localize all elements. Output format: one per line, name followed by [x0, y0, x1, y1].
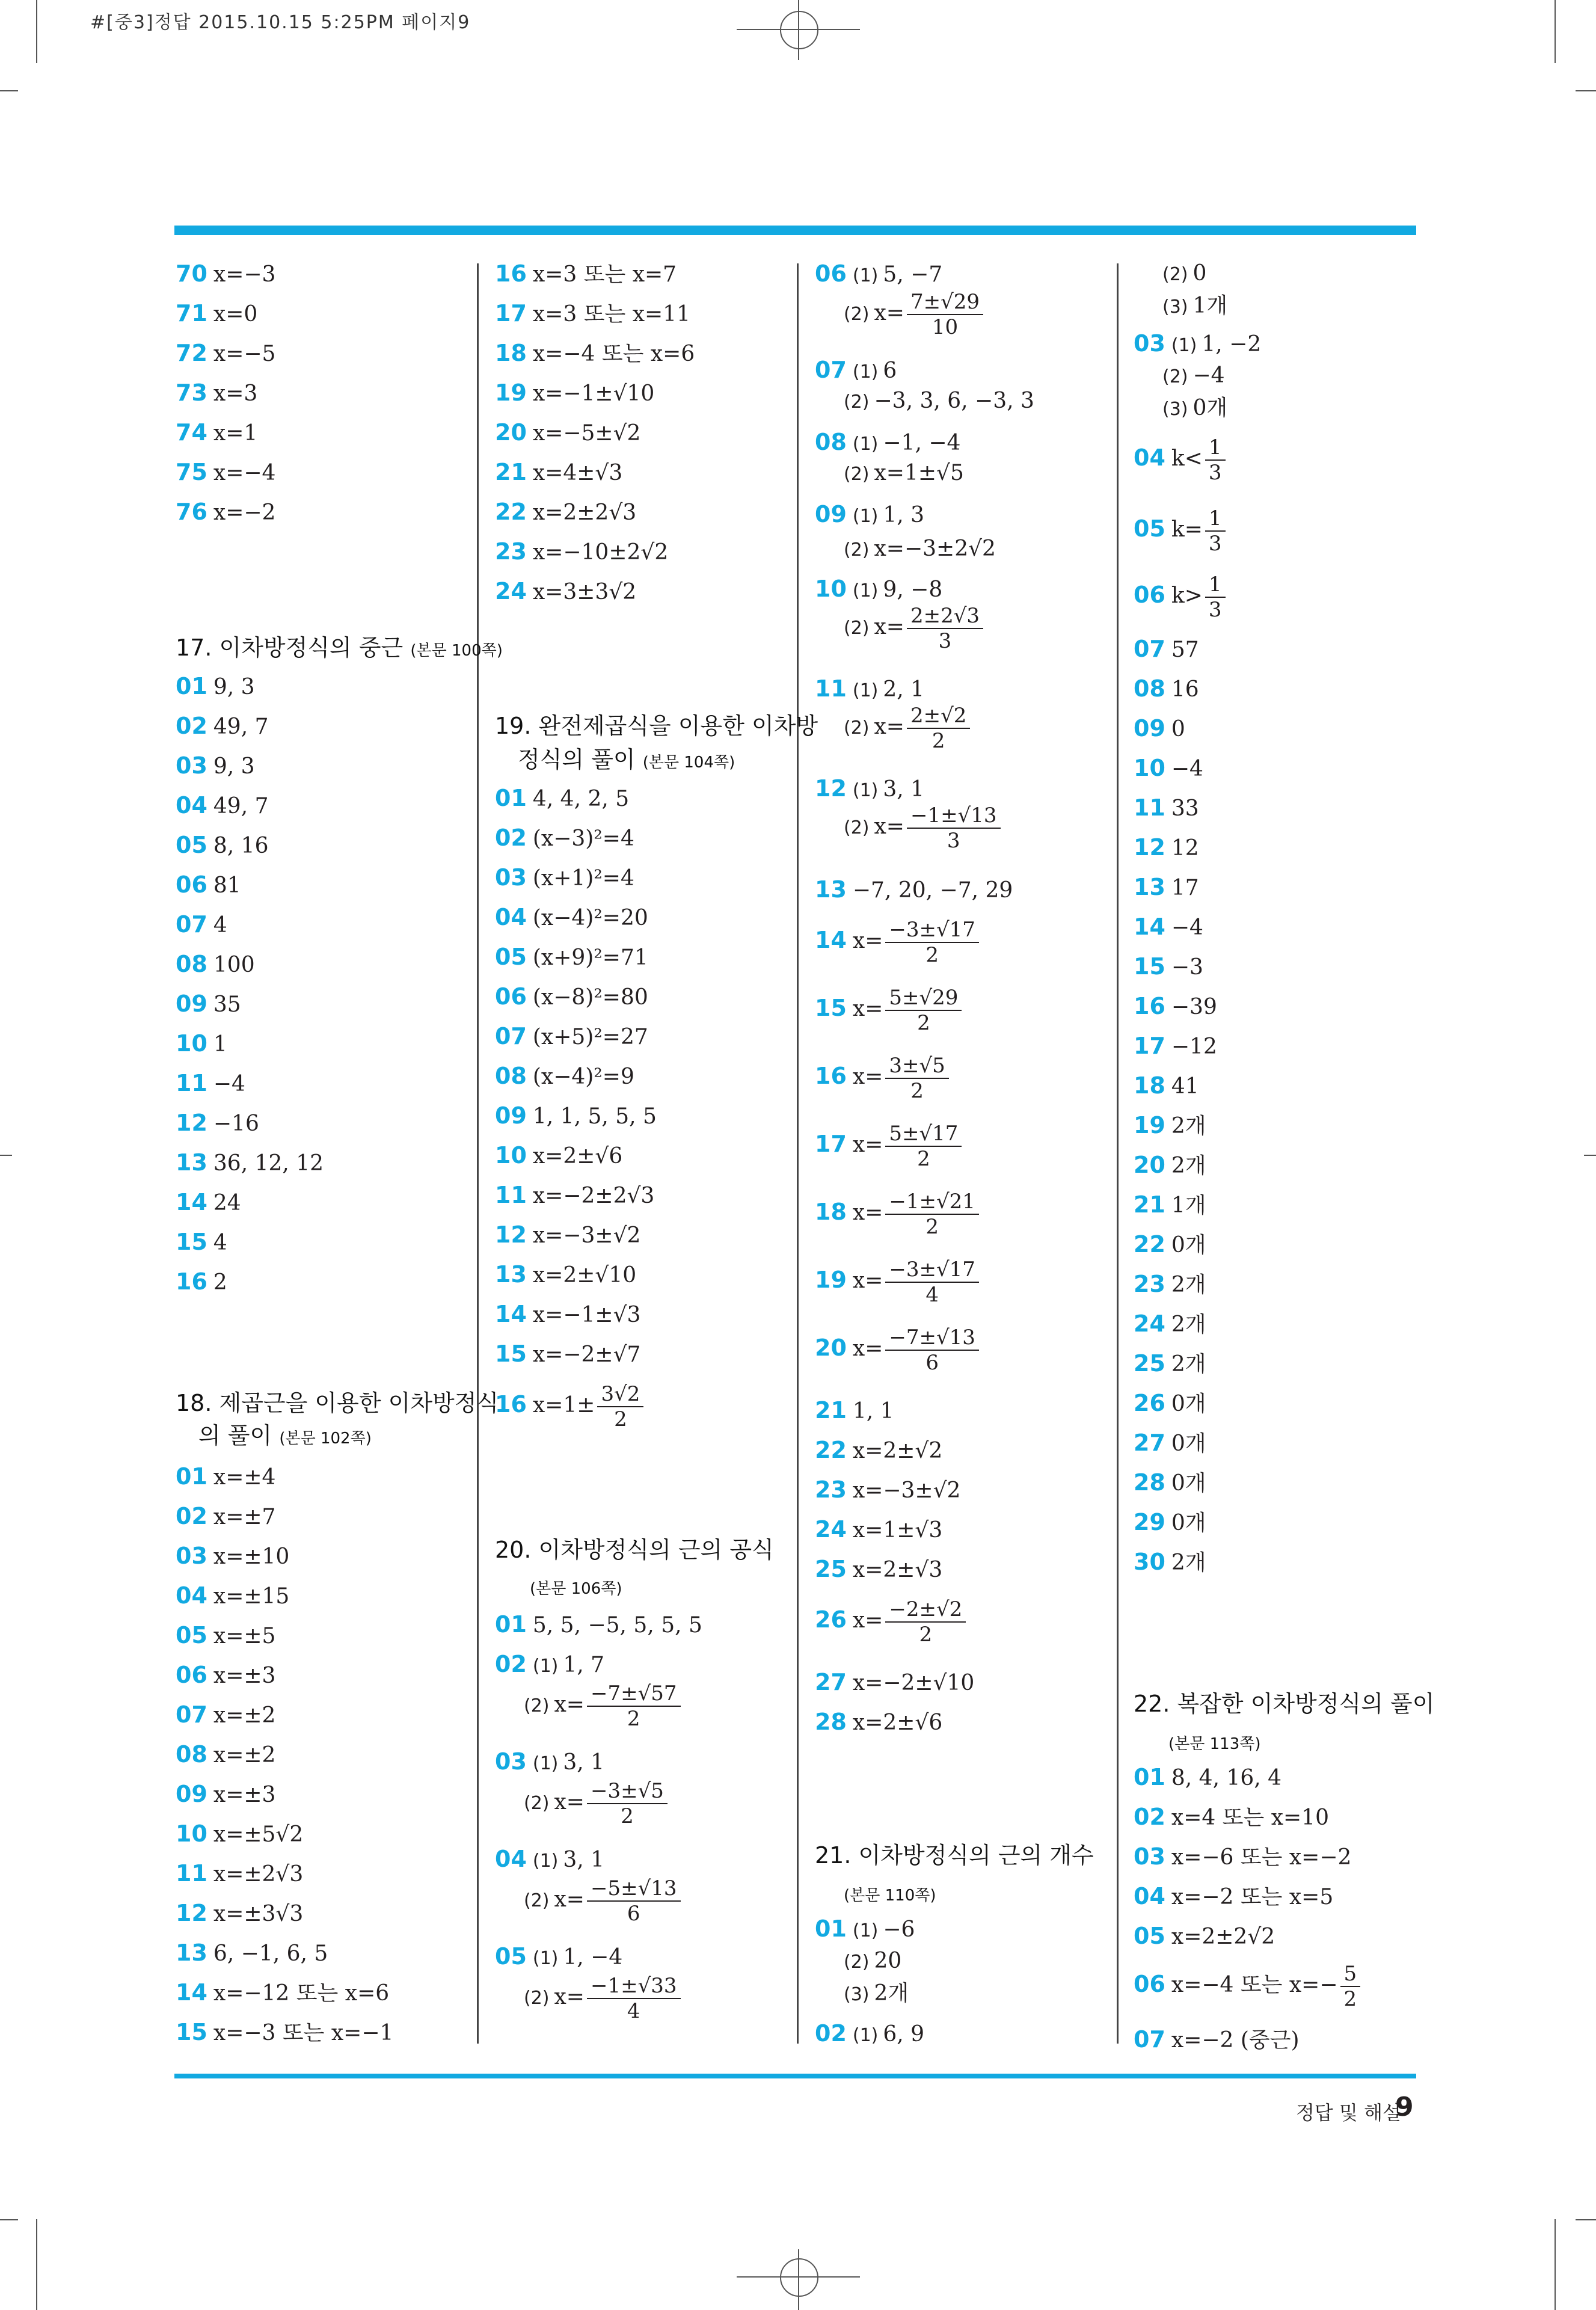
answer-item: 05 x=±5: [176, 1622, 276, 1648]
answer-item: 06 x=±3: [176, 1662, 276, 1688]
section-heading-cont: 정식의 풀이 (본문 104쪽): [518, 746, 735, 773]
answer-item: 04 x=±15: [176, 1582, 290, 1609]
answer-item: 14 24: [176, 1189, 241, 1215]
answer-item: 16 x=3 또는 x=7: [495, 260, 677, 287]
footer-label: 정답 및 해설: [1296, 2101, 1401, 2124]
answer-item: 11 (1) 2, 1: [815, 675, 925, 702]
answer-item: 07 57: [1134, 636, 1199, 662]
answer-item: 11 33: [1134, 794, 1199, 821]
answer-item: 04 k< $\frac{1}{3}$: [1134, 432, 1228, 485]
answer-item: 09 35: [176, 991, 241, 1017]
answer-subitem: (2) x= $\frac{-3\pm√5}{2}$: [524, 1777, 670, 1829]
answer-item: 10 x=±5√2: [176, 1820, 304, 1847]
answer-item: 07 4: [176, 911, 227, 938]
answer-item: 08 (1) −1, −4: [815, 429, 961, 455]
crop-mark: [36, 0, 37, 63]
fraction: $\frac{2\pm√2}{2}$: [907, 704, 970, 753]
answer-item: 20 2개: [1134, 1152, 1206, 1178]
answer-item: 05 k= $\frac{1}{3}$: [1134, 503, 1228, 556]
answer-item: 01 5, 5, −5, 5, 5, 5: [495, 1611, 702, 1638]
answer-item: 01 9, 3: [176, 673, 255, 699]
fraction: $\frac{5\pm√29}{2}$: [885, 986, 962, 1035]
answer-item: 09 x=±3: [176, 1781, 276, 1807]
answer-item: 01 8, 4, 16, 4: [1134, 1764, 1282, 1790]
section-ref: (본문 110쪽): [844, 1887, 936, 1905]
answer-item: 73 x=3: [176, 379, 258, 406]
answer-item: 22 0개: [1134, 1231, 1206, 1258]
answer-item: 16 2: [176, 1268, 227, 1295]
answer-item: 19 x=−1±√10: [495, 379, 655, 406]
answer-item: 70 x=−3: [176, 260, 276, 287]
answer-subitem: (2) −4: [1162, 363, 1225, 388]
answer-item: 20 x=−5±√2: [495, 419, 641, 446]
answer-item: 15 x= $\frac{5\pm√29}{2}$: [815, 982, 964, 1035]
print-slug: #[중3]정답 2015.10.15 5:25PM 페이지9: [90, 12, 471, 33]
answer-subitem: (2) x= $\frac{7\pm√29}{10}$: [844, 287, 986, 340]
answer-item: 20 x= $\frac{-7\pm√13}{6}$: [815, 1322, 981, 1375]
answer-item: 17 x=3 또는 x=11: [495, 300, 690, 327]
answer-item: 07 (x+5)²=27: [495, 1023, 648, 1049]
answer-subitem: (2) x=−3±2√2: [844, 536, 996, 561]
fraction: $\frac{-3\pm√17}{2}$: [885, 918, 979, 967]
fraction: $\frac{1}{3}$: [1205, 435, 1226, 485]
fraction: $\frac{5\pm√17}{2}$: [885, 1122, 962, 1171]
answer-item: 14 x=−12 또는 x=6: [176, 1979, 390, 2006]
answer-item: 14 x=−1±√3: [495, 1301, 641, 1327]
registration-mark: [798, 2249, 799, 2310]
column-divider: [1117, 263, 1119, 2044]
answer-item: 19 x= $\frac{-3\pm√17}{4}$: [815, 1254, 981, 1307]
answer-item: 12 (1) 3, 1: [815, 775, 925, 802]
answer-item: 04 x=−2 또는 x=5: [1134, 1883, 1334, 1909]
answer-item: 07 x=±2: [176, 1701, 276, 1728]
answer-item: 13 6, −1, 6, 5: [176, 1940, 328, 1966]
answer-item: 02 x=4 또는 x=10: [1134, 1804, 1329, 1830]
answer-subitem: (2) 0: [1162, 261, 1207, 286]
answer-item: 24 x=1±√3: [815, 1516, 943, 1543]
answer-item: 06 x=−4 또는 x=− $\frac{5}{2}$: [1134, 1958, 1363, 2011]
answer-item: 09 0: [1134, 715, 1185, 742]
answer-item: 10 (1) 9, −8: [815, 576, 943, 602]
fraction: $\frac{-7\pm√13}{6}$: [885, 1325, 979, 1375]
answer-item: 10 x=2±√6: [495, 1142, 623, 1169]
answer-item: 12 −16: [176, 1110, 259, 1136]
answer-subitem: (2) x= $\frac{-1\pm√33}{4}$: [524, 1971, 683, 2024]
fraction: $\frac{3√2}{2}$: [597, 1382, 643, 1431]
answer-item: 13 x=2±√10: [495, 1261, 637, 1288]
answer-item: 08 (x−4)²=9: [495, 1063, 634, 1089]
answer-item: 03 (1) 3, 1: [495, 1748, 605, 1775]
fraction: $\frac{-3\pm√5}{2}$: [587, 1779, 668, 1828]
answer-item: 17 −12: [1134, 1033, 1217, 1059]
answer-item: 02 (1) 1, 7: [495, 1651, 605, 1677]
answer-subitem: (2) 20: [844, 1949, 902, 1973]
answer-item: 01 4, 4, 2, 5: [495, 785, 630, 811]
answer-item: 10 −4: [1134, 755, 1203, 781]
answer-item: 18 x=−4 또는 x=6: [495, 340, 695, 366]
answer-item: 13 −7, 20, −7, 29: [815, 876, 1013, 903]
answer-item: 14 −4: [1134, 914, 1203, 940]
answer-item: 21 x=4±√3: [495, 459, 623, 485]
answer-item: 24 x=3±3√2: [495, 578, 637, 604]
answer-item: 21 1, 1: [815, 1397, 894, 1424]
section-heading: 21. 이차방정식의 근의 개수: [815, 1842, 1094, 1869]
answer-item: 15 4: [176, 1229, 227, 1255]
answer-item: 12 x=−3±√2: [495, 1221, 641, 1248]
section-heading: 20. 이차방정식의 근의 공식: [495, 1537, 774, 1563]
answer-item: 27 0개: [1134, 1430, 1206, 1456]
answer-item: 74 x=1: [176, 419, 258, 446]
registration-mark: [780, 2258, 818, 2297]
answer-item: 15 −3: [1134, 953, 1203, 980]
answer-item: 02 49, 7: [176, 713, 269, 739]
answer-item: 13 17: [1134, 874, 1199, 900]
answer-subitem: (3) 0개: [1162, 396, 1228, 420]
answer-item: 09 1, 1, 5, 5, 5: [495, 1102, 657, 1129]
section-heading: 19. 완전제곱식을 이용한 이차방: [495, 713, 818, 739]
answer-item: 17 x= $\frac{5\pm√17}{2}$: [815, 1118, 964, 1171]
fraction: $\frac{-3\pm√17}{4}$: [885, 1258, 979, 1307]
answer-item: 04 (x−4)²=20: [495, 904, 648, 930]
crop-mark: [0, 90, 18, 91]
answer-item: 75 x=−4: [176, 459, 276, 485]
crop-mark: [0, 1155, 12, 1156]
column-divider: [797, 263, 799, 2044]
section-ref: (본문 106쪽): [530, 1580, 622, 1598]
answer-item: 03 x=±10: [176, 1543, 290, 1569]
section-heading: 22. 복잡한 이차방정식의 풀이: [1134, 1691, 1435, 1717]
answer-item: 19 2개: [1134, 1112, 1206, 1138]
answer-item: 01 x=±4: [176, 1463, 276, 1490]
answer-item: 16 x=1± $\frac{3√2}{2}$: [495, 1378, 646, 1431]
answer-item: 76 x=−2: [176, 499, 276, 525]
answer-item: 26 0개: [1134, 1390, 1206, 1416]
answer-item: 05 x=2±2√2: [1134, 1923, 1275, 1949]
answer-item: 15 x=−2±√7: [495, 1341, 641, 1367]
answer-item: 11 x=±2√3: [176, 1860, 304, 1887]
fraction: $\frac{-7\pm√57}{2}$: [587, 1682, 681, 1731]
answer-item: 13 36, 12, 12: [176, 1149, 324, 1176]
fraction: $\frac{-1\pm√13}{3}$: [907, 803, 1001, 853]
answer-item: 07 x=−2 (중근): [1134, 2026, 1300, 2053]
crop-mark: [1576, 90, 1596, 91]
answer-item: 22 x=2±2√3: [495, 499, 637, 525]
registration-mark: [798, 0, 799, 60]
answer-item: 03 (x+1)²=4: [495, 864, 634, 891]
answer-subitem: (2) x= $\frac{2\pm 2√3}{3}$: [844, 601, 986, 654]
answer-subitem: (3) 1개: [1162, 293, 1228, 318]
answer-item: 30 2개: [1134, 1549, 1206, 1575]
answer-item: 72 x=−5: [176, 340, 276, 366]
answer-item: 04 (1) 3, 1: [495, 1846, 605, 1872]
answer-subitem: (3) 2개: [844, 1981, 909, 2006]
answer-item: 16 x= $\frac{3\pm√5}{2}$: [815, 1050, 951, 1103]
answer-item: 71 x=0: [176, 300, 258, 327]
answer-item: 09 (1) 1, 3: [815, 501, 925, 527]
crop-mark: [0, 2219, 18, 2220]
answer-item: 08 x=±2: [176, 1741, 276, 1768]
answer-item: 12 12: [1134, 834, 1199, 861]
answer-item: 15 x=−3 또는 x=−1: [176, 2019, 394, 2045]
answer-item: 02 (x−3)²=4: [495, 825, 634, 851]
answer-item: 06 k> $\frac{1}{3}$: [1134, 569, 1228, 622]
section-ref: (본문 113쪽): [1168, 1735, 1261, 1753]
answer-subitem: (2) x=1±√5: [844, 461, 964, 485]
crop-mark: [1555, 2219, 1556, 2310]
answer-item: 29 0개: [1134, 1509, 1206, 1535]
answer-item: 02 x=±7: [176, 1503, 276, 1529]
header-rule: [174, 226, 1416, 235]
fraction: $\frac{1}{3}$: [1205, 573, 1226, 622]
answer-item: 08 16: [1134, 675, 1199, 702]
answer-subitem: (2) x= $\frac{-7\pm√57}{2}$: [524, 1679, 683, 1732]
answer-item: 18 41: [1134, 1072, 1199, 1099]
answer-item: 12 x=±3√3: [176, 1900, 304, 1926]
answer-item: 03 (1) 1, −2: [1134, 330, 1262, 357]
answer-item: 06 (1) 5, −7: [815, 260, 943, 287]
answer-item: 24 2개: [1134, 1310, 1206, 1337]
answer-subitem: (2) x= $\frac{-1\pm√13}{3}$: [844, 801, 1003, 854]
fraction: $\frac{-2\pm√2}{2}$: [885, 1597, 966, 1647]
answer-item: 25 2개: [1134, 1350, 1206, 1377]
answer-item: 11 −4: [176, 1070, 245, 1096]
answer-item: 03 x=−6 또는 x=−2: [1134, 1843, 1352, 1870]
crop-mark: [1576, 2219, 1596, 2220]
crop-mark: [36, 2219, 37, 2310]
answer-item: 14 x= $\frac{-3\pm√17}{2}$: [815, 914, 981, 967]
answer-item: 05 (x+9)²=71: [495, 944, 648, 970]
fraction: $\frac{1}{3}$: [1205, 506, 1226, 556]
answer-item: 04 49, 7: [176, 792, 269, 819]
page-number: 9: [1395, 2092, 1414, 2122]
answer-subitem: (2) −3, 3, 6, −3, 3: [844, 389, 1034, 413]
section-heading: 17. 이차방정식의 중근 (본문 100쪽): [176, 634, 503, 661]
answer-item: 06 (x−8)²=80: [495, 983, 648, 1010]
answer-item: 28 0개: [1134, 1469, 1206, 1496]
answer-item: 18 x= $\frac{-1\pm√21}{2}$: [815, 1186, 981, 1239]
answer-item: 23 x=−10±2√2: [495, 538, 669, 565]
fraction: $\frac{-1\pm√33}{4}$: [587, 1974, 681, 2023]
answer-item: 05 8, 16: [176, 832, 269, 858]
answer-subitem: (2) x= $\frac{2\pm√2}{2}$: [844, 701, 972, 754]
answer-item: 16 −39: [1134, 993, 1217, 1019]
answer-item: 08 100: [176, 951, 255, 977]
fraction: $\frac{-5\pm√13}{6}$: [587, 1876, 681, 1926]
fraction: $\frac{2\pm 2√3}{3}$: [907, 604, 983, 653]
answer-item: 10 1: [176, 1030, 227, 1057]
answer-item: 23 x=−3±√2: [815, 1476, 961, 1503]
footer-rule: [174, 2074, 1416, 2078]
registration-mark: [780, 11, 818, 49]
fraction: $\frac{7\pm√29}{10}$: [907, 290, 983, 339]
column-divider: [477, 263, 479, 2044]
fraction: $\frac{3\pm√5}{2}$: [885, 1054, 948, 1103]
answer-item: 28 x=2±√6: [815, 1709, 943, 1735]
fraction: $\frac{-1\pm√21}{2}$: [885, 1190, 979, 1239]
answer-item: 21 1개: [1134, 1191, 1206, 1218]
answer-item: 05 (1) 1, −4: [495, 1943, 623, 1970]
answer-item: 02 (1) 6, 9: [815, 2020, 925, 2047]
answer-item: 25 x=2±√3: [815, 1556, 943, 1582]
crop-mark: [1555, 0, 1556, 63]
section-heading: 18. 제곱근을 이용한 이차방정식: [176, 1390, 499, 1416]
answer-item: 26 x= $\frac{-2\pm√2}{2}$: [815, 1594, 968, 1647]
answer-item: 01 (1) −6: [815, 1915, 915, 1942]
crop-mark: [1584, 1155, 1596, 1156]
fraction: $\frac{5}{2}$: [1340, 1962, 1361, 2011]
answer-item: 27 x=−2±√10: [815, 1669, 975, 1695]
answer-item: 11 x=−2±2√3: [495, 1182, 655, 1208]
section-heading-cont: 의 풀이 (본문 102쪽): [198, 1422, 372, 1449]
answer-item: 03 9, 3: [176, 752, 255, 779]
answer-item: 23 2개: [1134, 1271, 1206, 1297]
answer-subitem: (2) x= $\frac{-5\pm√13}{6}$: [524, 1874, 683, 1927]
answer-item: 22 x=2±√2: [815, 1437, 943, 1463]
answer-item: 06 81: [176, 871, 241, 898]
answer-item: 07 (1) 6: [815, 357, 897, 383]
